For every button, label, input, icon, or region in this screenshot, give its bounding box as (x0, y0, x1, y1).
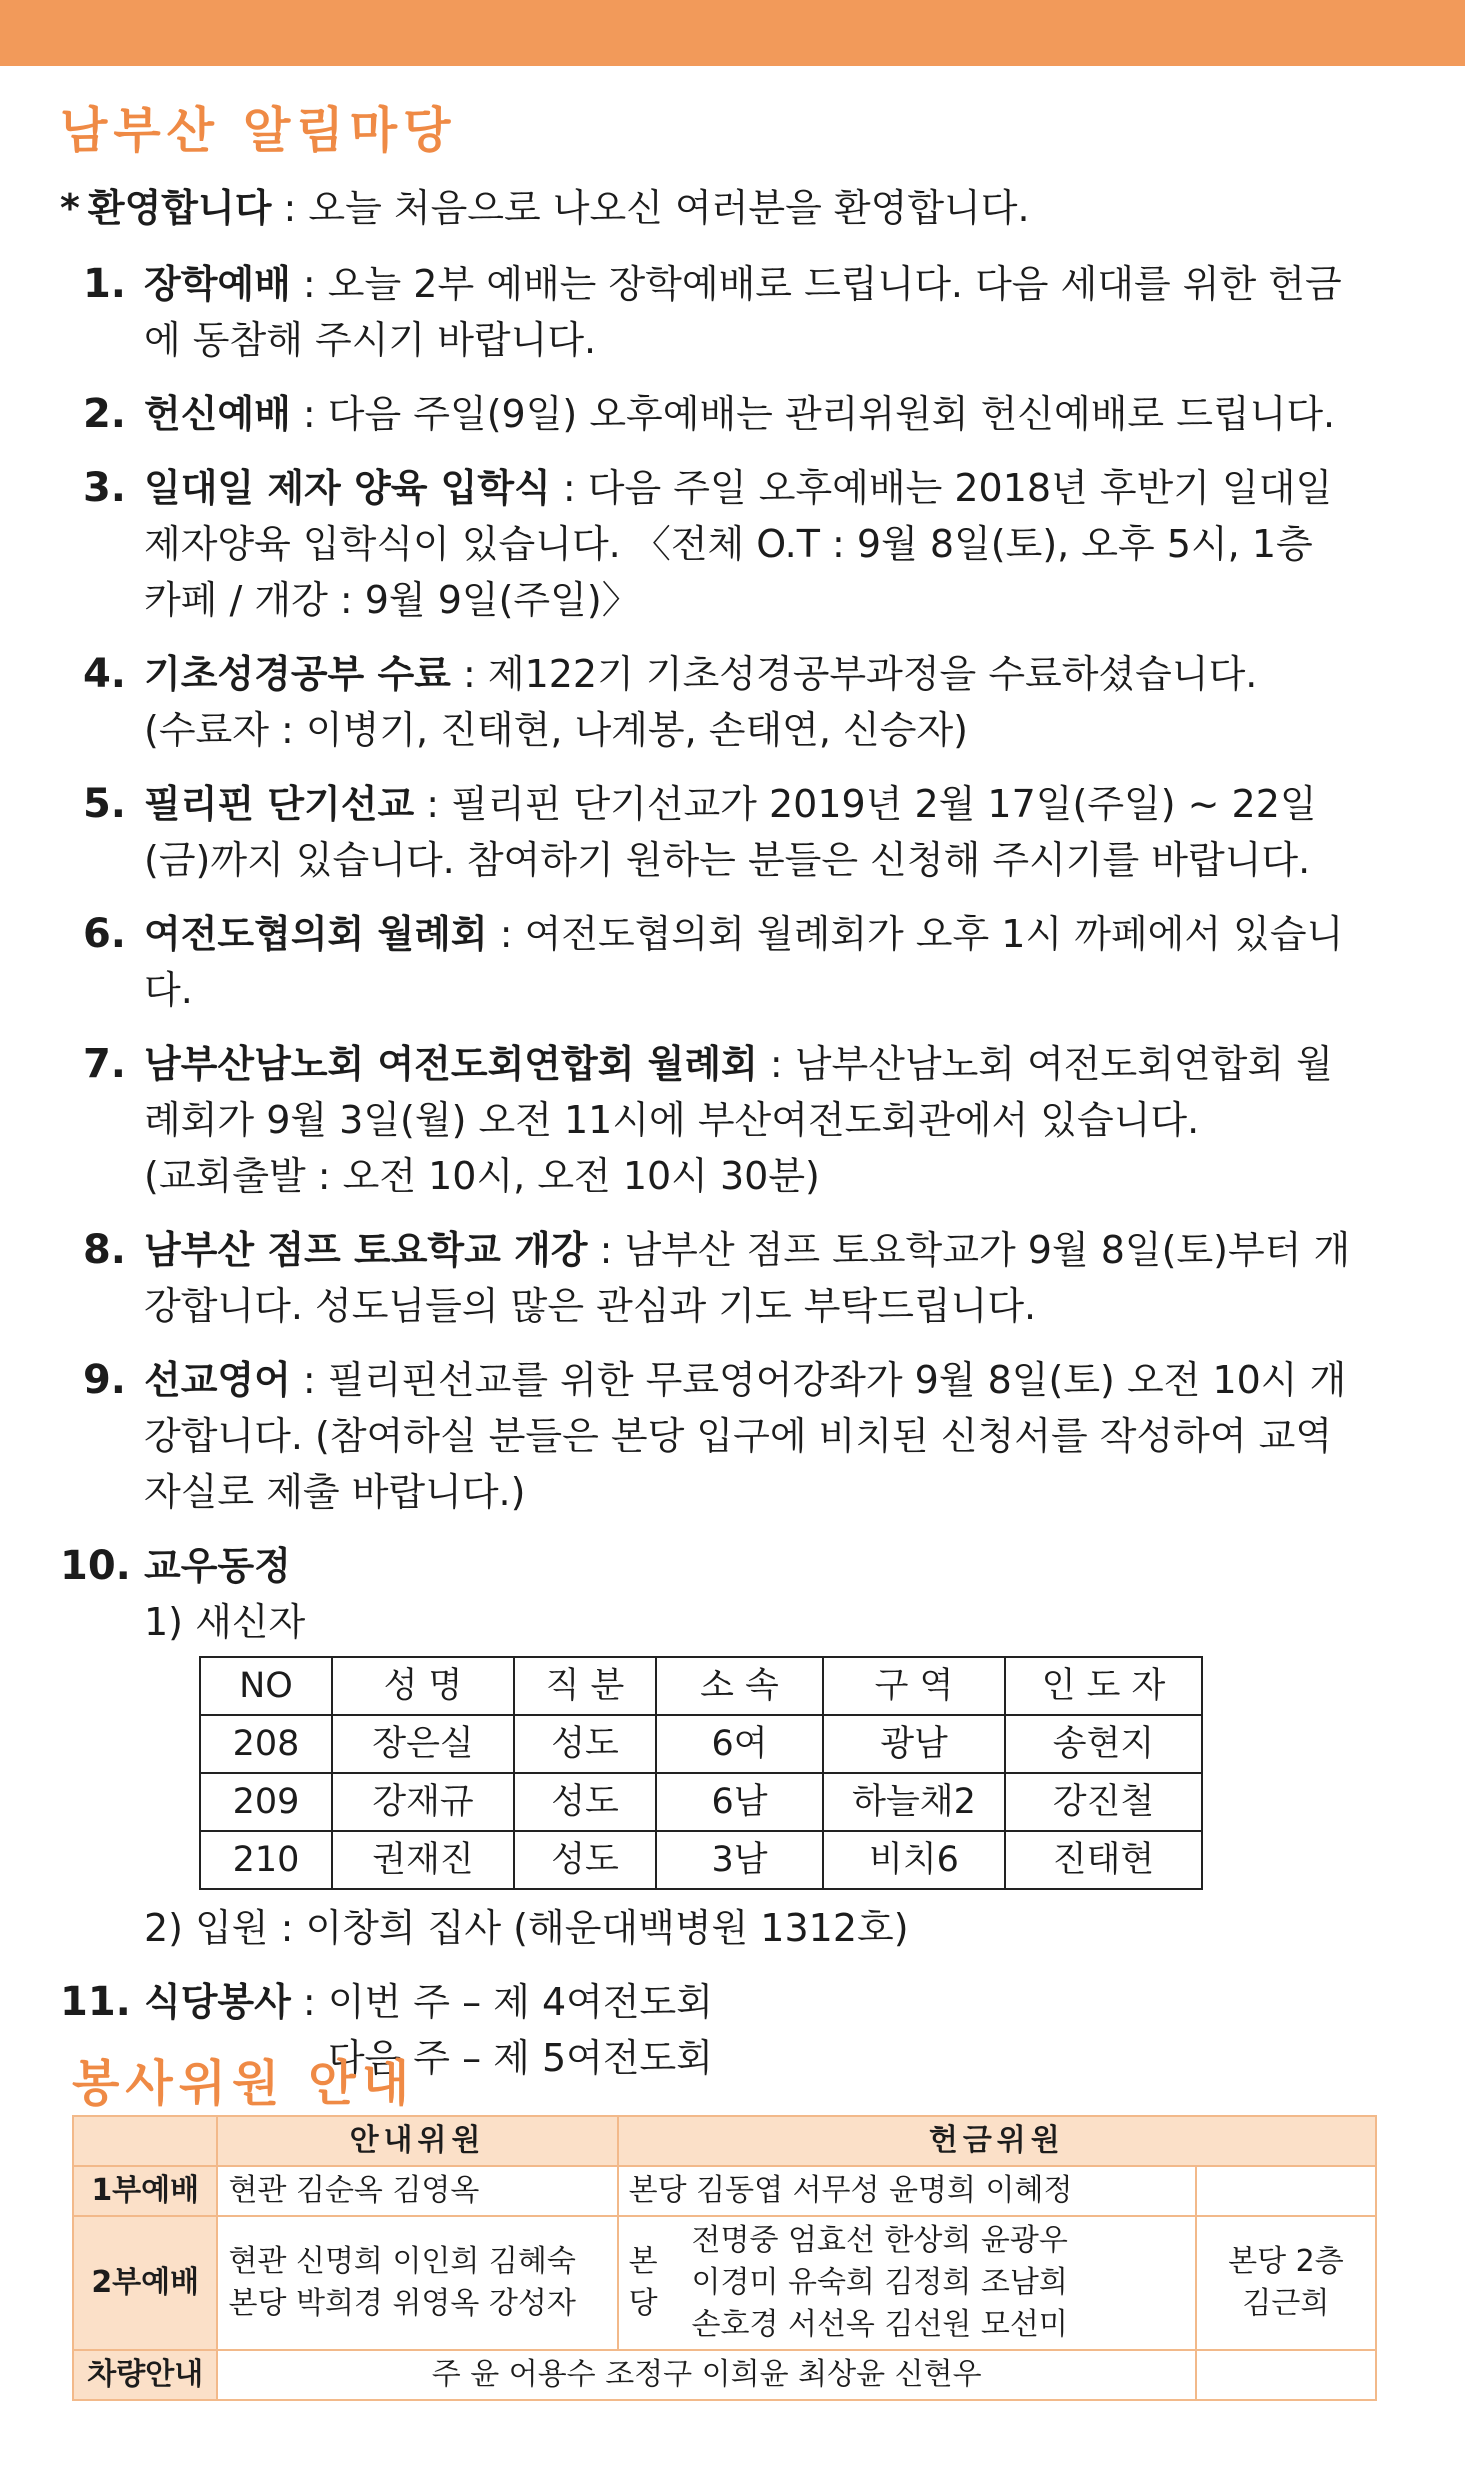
notice-list (60, 180, 1360, 2104)
item-number: 10. (60, 1543, 131, 1589)
item-title: 헌신예배 (144, 392, 291, 436)
notice-item-6 (60, 906, 1360, 1018)
notice-item-10 (60, 1538, 1360, 1956)
guide-line: 본당 박희경 위영옥 강성자 (228, 2286, 576, 2321)
item-title: 선교영어 (144, 1358, 291, 1402)
col-district: 구 역 (823, 1657, 1005, 1715)
item-number: 6. (82, 911, 126, 957)
item-number: 5. (82, 781, 126, 827)
item-number: 9. (82, 1357, 126, 1403)
header-offering: 헌금위원 (618, 2116, 1376, 2166)
col-position: 직 분 (514, 1657, 656, 1715)
welcome-line (60, 180, 1360, 236)
cell: 강진철 (1005, 1773, 1202, 1831)
cell: 6여 (656, 1715, 823, 1773)
item-text: : 필리핀선교를 위한 무료영어강좌가 9월 8일(토) 오전 10시 개강합니다. (참여하실 분들은 본당 입구에 비치된 신청서를 작성하여 교역자실로 제출 바랍니다.) (144, 1358, 1347, 1514)
extra-cell (1196, 2216, 1376, 2350)
item-extra: (수료자 : 이병기, 진태현, 나계봉, 손태연, 신승자) (144, 708, 968, 752)
extra-cell (1196, 2350, 1376, 2400)
col-guide: 인 도 자 (1005, 1657, 1202, 1715)
table-row-service2 (73, 2216, 1376, 2350)
table-row-service1 (73, 2166, 1376, 2216)
cell: 성도 (514, 1715, 656, 1773)
item-text: : 다음 주일(9일) 오후예배는 관리위원회 헌신예배로 드립니다. (290, 392, 1336, 436)
cell: 장은실 (332, 1715, 514, 1773)
item-number: 11. (60, 1979, 131, 2025)
item-title: 장학예배 (144, 262, 291, 306)
table-row (200, 1715, 1202, 1773)
cell: 6남 (656, 1773, 823, 1831)
item-number: 4. (82, 651, 126, 697)
notice-item-3 (60, 460, 1360, 628)
item-text: : 남부산남노회 여전도회연합회 월례회가 9월 3일(월) 오전 11시에 부산여전도회관에서 있습니다. (144, 1042, 1333, 1142)
cell: 권재진 (332, 1831, 514, 1889)
offering-line: 이경미 유숙희 김정희 조남희 (691, 2265, 1068, 2300)
item-title: 식당봉사 (144, 1980, 291, 2024)
item-title: 여전도협의회 월례회 (144, 912, 488, 956)
item-text: : 여전도협의회 월례회가 오후 1시 까페에서 있습니다. (144, 912, 1344, 1012)
notice-item-5 (60, 776, 1360, 888)
cell: 성도 (514, 1773, 656, 1831)
item-number: 3. (82, 465, 126, 511)
item-extra: (교회출발 : 오전 10시, 오전 10시 30분) (144, 1154, 820, 1198)
newcomers-table (199, 1656, 1203, 1890)
row-label: 차량안내 (73, 2350, 217, 2400)
cell: 209 (200, 1773, 332, 1831)
cell: 하늘채2 (823, 1773, 1005, 1831)
newcomers-label: 1) 새신자 (144, 1600, 306, 1644)
notice-item-1 (60, 256, 1360, 368)
notice-item-9 (60, 1352, 1360, 1520)
item-text: : 제122기 기초성경공부과정을 수료하셨습니다. (450, 652, 1258, 696)
cell: 성도 (514, 1831, 656, 1889)
bullet-star: * (60, 186, 80, 230)
item-title: 기초성경공부 수료 (144, 652, 451, 696)
offering-label: 본당 (618, 2216, 682, 2350)
welcome-text: : 오늘 처음으로 나오신 여러분을 환영합니다. (271, 186, 1030, 230)
offering-line: 손호경 서선옥 김선원 모선미 (691, 2307, 1068, 2342)
item-title: 남부산 점프 토요학교 개강 (144, 1228, 588, 1272)
item-title: 남부산남노회 여전도회연합회 월례회 (144, 1042, 758, 1086)
row-label: 1부예배 (73, 2166, 217, 2216)
section-title-notices: 남부산 알림마당 (60, 102, 457, 159)
cell: 송현지 (1005, 1715, 1202, 1773)
item-title: 교우동정 (144, 1544, 291, 1588)
item-text: : 다음 주일 오후예배는 2018년 후반기 일대일 제자양육 입학식이 있습니다. 〈전체 O.T : 9월 8일(토), 오후 5시, 1층 카페 / 개강 : 9월 9일(주일)〉 (144, 466, 1333, 622)
offering-cell: 본당 김동엽 서무성 윤명희 이혜정 (618, 2166, 1196, 2216)
col-group: 소 속 (656, 1657, 823, 1715)
table-row (200, 1831, 1202, 1889)
cell: 광남 (823, 1715, 1005, 1773)
volunteers-table (72, 2115, 1377, 2401)
guide-cell (217, 2216, 617, 2350)
notice-item-7 (60, 1036, 1360, 1204)
this-week: 이번 주 – 제 4여전도회 (327, 1980, 713, 2024)
item-text: : 오늘 2부 예배는 장학예배로 드립니다. 다음 세대를 위한 헌금에 동참해 주시기 바랍니다. (144, 262, 1342, 362)
extra-line: 김근희 (1242, 2286, 1330, 2321)
next-week: 다음 주 – 제 5여전도회 (327, 2036, 713, 2080)
item-title: 필리핀 단기선교 (144, 782, 415, 826)
item-text: : 필리핀 단기선교가 2019년 2월 17일(주일) ~ 22일(금)까지 있습니다. 참여하기 원하는 분들은 신청해 주시기를 바랍니다. (144, 782, 1317, 882)
offering-line: 전명중 엄효선 한상희 윤광우 (691, 2223, 1068, 2258)
cell: 강재규 (332, 1773, 514, 1831)
cell: 진태현 (1005, 1831, 1202, 1889)
item-number: 7. (82, 1041, 126, 1087)
table-row-vehicle (73, 2350, 1376, 2400)
col-no: NO (200, 1657, 332, 1715)
table-header-row (200, 1657, 1202, 1715)
cell: 비치6 (823, 1831, 1005, 1889)
item-number: 8. (82, 1227, 126, 1273)
cell: 210 (200, 1831, 332, 1889)
guide-line: 현관 신명희 이인희 김혜숙 (228, 2244, 576, 2279)
table-row (200, 1773, 1202, 1831)
extra-line: 본당 2층 (1228, 2244, 1344, 2279)
guide-cell: 현관 김순옥 김영옥 (217, 2166, 617, 2216)
table-header-row (73, 2116, 1376, 2166)
offering-names (682, 2216, 1196, 2350)
item-number: 1. (82, 261, 126, 307)
notice-item-8 (60, 1222, 1360, 1334)
cell: 3남 (656, 1831, 823, 1889)
header-blank (73, 2116, 217, 2166)
extra-cell (1196, 2166, 1376, 2216)
col-name: 성 명 (332, 1657, 514, 1715)
row-label: 2부예배 (73, 2216, 217, 2350)
item-title: 일대일 제자 양육 입학식 (144, 466, 551, 510)
item-text: : 남부산 점프 토요학교가 9월 8일(토)부터 개강합니다. 성도님들의 많은 관심과 기도 부탁드립니다. (144, 1228, 1351, 1328)
notice-item-4 (60, 646, 1360, 758)
section-title-volunteers: 봉사위원 안내 (72, 2055, 416, 2112)
vehicle-cell: 주 윤 어용수 조정구 이희윤 최상윤 신현우 (217, 2350, 1195, 2400)
top-color-bar (0, 0, 1465, 66)
notice-item-2 (60, 386, 1360, 442)
item-separator: : (290, 1980, 328, 2024)
welcome-label: 환영합니다 (87, 186, 272, 230)
cell: 208 (200, 1715, 332, 1773)
header-guide: 안내위원 (217, 2116, 617, 2166)
hospitalized-line: 2) 입원 : 이창희 집사 (해운대백병원 1312호) (144, 1906, 909, 1950)
item-number: 2. (82, 391, 126, 437)
